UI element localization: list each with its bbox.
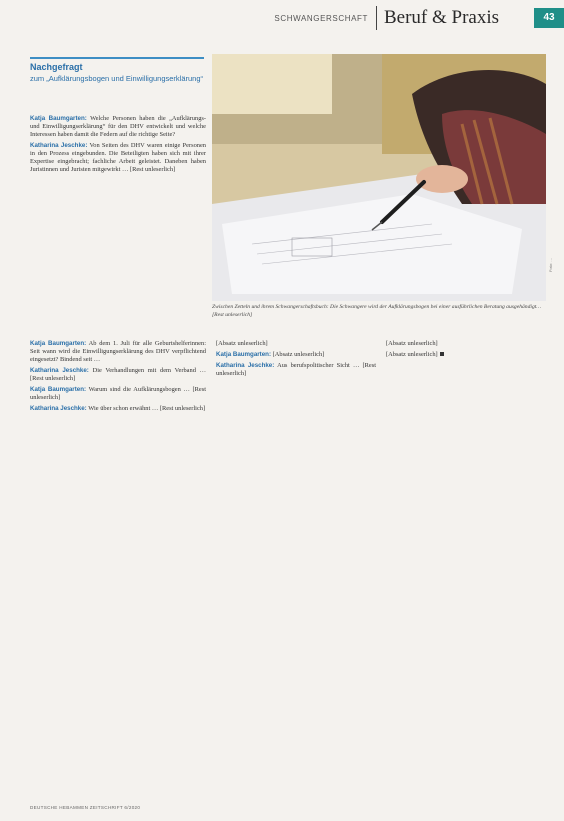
- paragraph: [216, 362, 376, 378]
- paragraph: [386, 340, 546, 348]
- paragraph-text: Warum sind die Aufklärungsbogen … [Rest unleserlich]: [30, 386, 206, 402]
- paragraph: [30, 405, 206, 413]
- paragraph: [30, 340, 206, 364]
- photo-credit: Foto: …: [548, 257, 553, 272]
- article-end-mark: [440, 352, 444, 356]
- section-rubric: SCHWANGERSCHAFT: [274, 14, 368, 23]
- paragraph-text: Die Verhandlungen mit dem Verband … [Rest unleserlich]: [30, 367, 206, 383]
- paragraph: [30, 367, 206, 383]
- column-left-bottom: [30, 340, 206, 416]
- speaker: Katharina Jeschke:: [30, 405, 87, 413]
- paragraph-text: Von Seiten des DHV waren einige Personen in den Prozess eingebunden. Die Beteiligten haben sich mit ihrer Expertise eingebracht; fachliche Arbeit geleistet. Daneben haben Juristinnen und Juristen mitgewirkt … [Rest unleserlich]: [30, 142, 206, 174]
- paragraph-text: [Absatz unleserlich]: [272, 351, 325, 359]
- section-title: Beruf & Praxis: [384, 7, 500, 28]
- paragraph-text: Aus berufspolitischer Sicht … [Rest unleserlich]: [216, 362, 377, 378]
- speaker: Katja Baumgarten:: [30, 386, 87, 394]
- speaker: Katharina Jeschke:: [30, 142, 88, 150]
- speaker: Katja Baumgarten:: [30, 340, 87, 347]
- paragraph: [386, 351, 546, 359]
- paragraph-text: Wie über schon erwähnt … [Rest unleserlich]: [88, 405, 206, 413]
- column-middle: [216, 340, 376, 381]
- speaker: Katharina Jeschke:: [30, 367, 89, 375]
- paragraph-text: Welche Personen haben die „Aufklärungs- und Einwilligungserklärung“ für den DHV entwickelt und welche Interessen haben damit die Federn auf die richtige Seite?: [30, 115, 207, 139]
- paragraph: [216, 340, 376, 348]
- photo-caption: Zwischen Zetteln und ihrem Schwangerschaftsbuch: Die Schwangere wird der Aufklärungsbogen bei einer ausführlichen Beratung ausgehändigt… [Rest unleserlich]: [212, 304, 542, 318]
- page-footer: DEUTSCHE HEBAMMEN ZEITSCHRIFT 6/2020: [30, 805, 141, 810]
- header-divider: [376, 6, 377, 30]
- paragraph-text: Ab dem 1. Juli für alle Geburtshelferinnen: Seit wann wird die Einwilligungserklärung des DHV verpflichtend eingesetzt? Bindend seit …: [30, 340, 206, 364]
- paragraph: [30, 142, 206, 174]
- kicker: [30, 62, 206, 84]
- paragraph: [30, 386, 206, 402]
- page-number: 43: [534, 8, 564, 28]
- kicker-label: Nachgefragt: [30, 62, 83, 72]
- kicker-text: zum „Aufklärungsbogen und Einwilligungserklärung“: [30, 74, 204, 83]
- photo-illustration: [212, 54, 546, 301]
- speaker: Katja Baumgarten:: [30, 115, 87, 122]
- page-header: [0, 0, 564, 36]
- column-left-top: [30, 115, 206, 177]
- speaker: Katja Baumgarten:: [216, 351, 272, 359]
- paragraph: [30, 115, 206, 139]
- kicker-rule: [30, 57, 204, 59]
- paragraph-text: [Absatz unleserlich]: [216, 340, 268, 347]
- paragraph: [216, 351, 376, 359]
- paragraph-text: [Absatz unleserlich]: [386, 351, 438, 359]
- column-right: [386, 340, 546, 362]
- paragraph-text: [Absatz unleserlich]: [386, 340, 438, 347]
- speaker: Katharina Jeschke:: [216, 362, 275, 370]
- photo-signing-form: [212, 54, 546, 301]
